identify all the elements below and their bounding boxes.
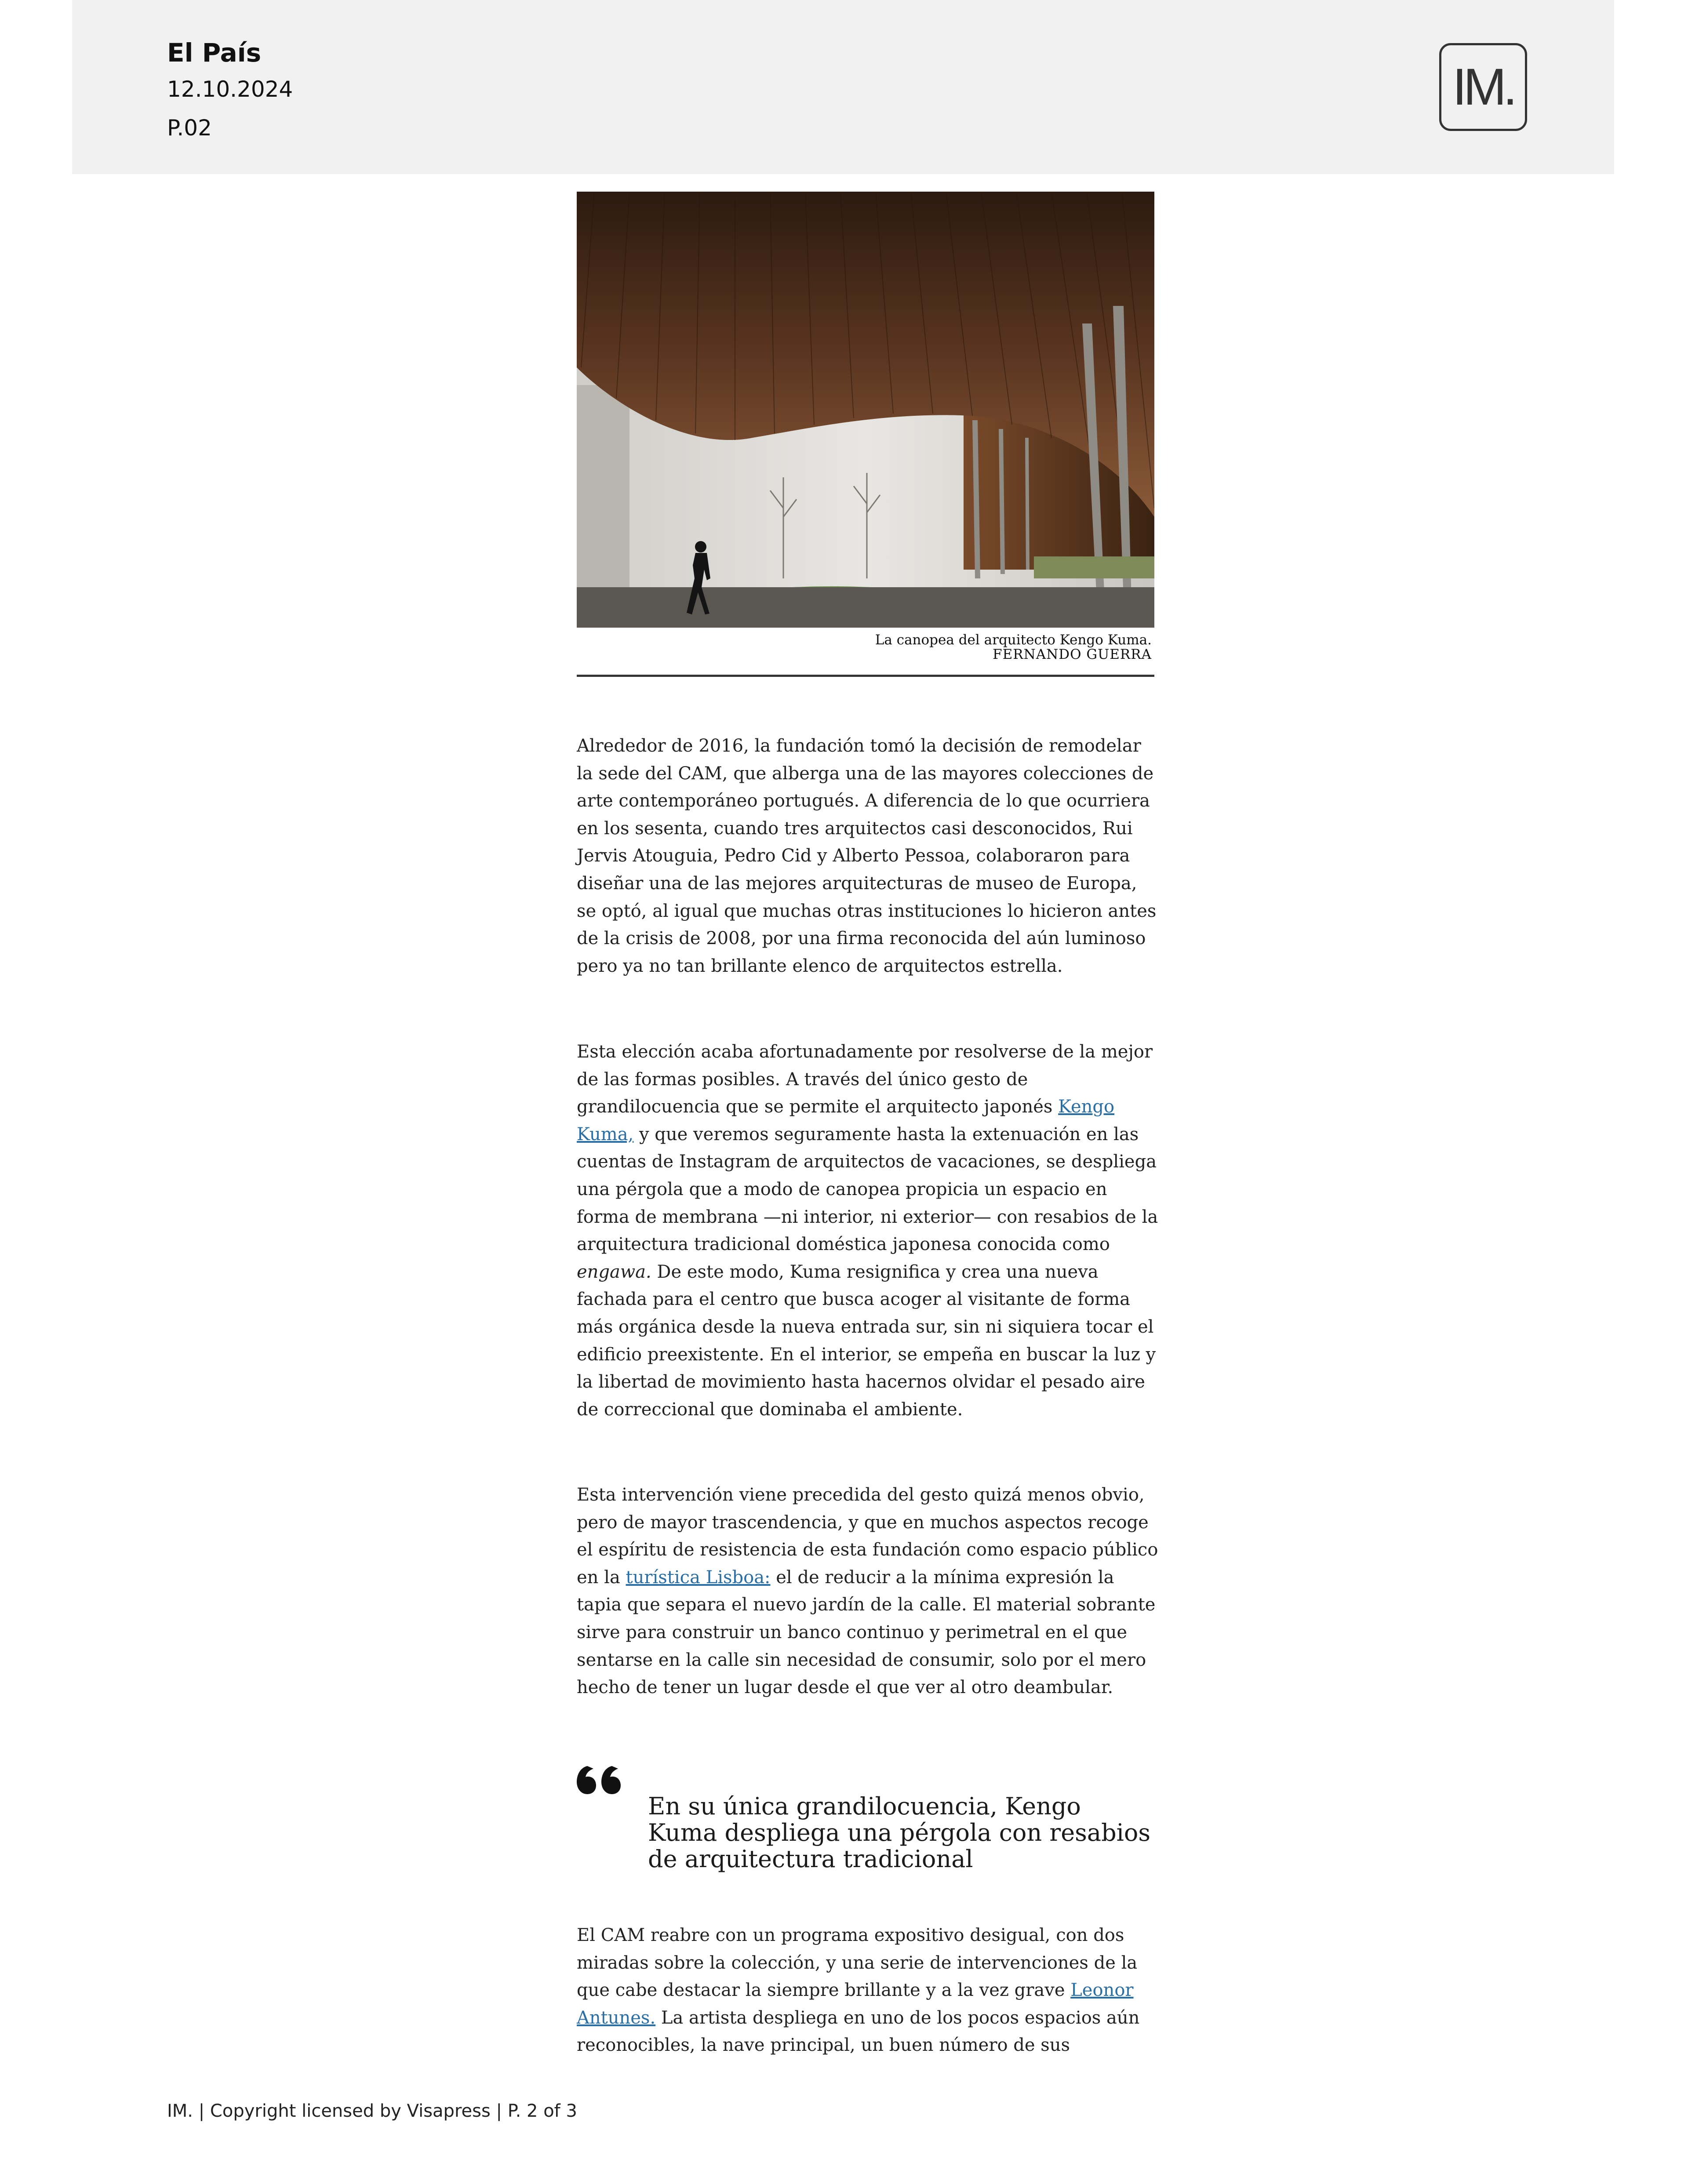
p2-text-b: y que veremos seguramente hasta la extenuación en las cuentas de Instagram de arquitectos de vacaciones, se despliega una pérgola que a modo de canopea propicia un espacio en forma de membrana —ni interior, ni exterior— con resabios de la arquitectura tradicional doméstica japonesa conocida como: [577, 1124, 1158, 1255]
header-band: [72, 0, 1614, 174]
quote-icon: [576, 1762, 624, 1798]
article-paragraph-2: [577, 1038, 1161, 1423]
publication-name: El País: [167, 38, 262, 68]
article-photo: [577, 192, 1154, 628]
pull-quote: En su única grandilocuencia, Kengo Kuma despliega una pérgola con resabios de arquitectura tradicional: [648, 1792, 1151, 1873]
caption-text: La canopea del arquitecto Kengo Kuma.: [875, 632, 1152, 648]
im-logo: [1439, 43, 1527, 131]
turistica-lisboa-link[interactable]: turística Lisboa:: [626, 1567, 771, 1588]
p3-text-b: el de reducir a la mínima expresión la tapia que separa el nuevo jardín de la calle. El material sobrante sirve para construir un banco continuo y perimetral en el que sentarse en la calle sin necesidad de consumir, solo por el mero hecho de tener un lugar desde el que ver al otro deambular.: [577, 1567, 1156, 1698]
photo-credit: FERNANDO GUERRA: [993, 647, 1152, 662]
footer-copyright: IM. | Copyright licensed by Visapress | P. 2 of 3: [167, 2101, 577, 2121]
p2-text-a: Esta elección acaba afortunadamente por resolverse de la mejor de las formas posibles. A través del único gesto de grandilocuencia que se permite el arquitecto japonés: [577, 1042, 1153, 1117]
page-number: P.02: [167, 115, 212, 141]
logo-text: IM.: [1452, 58, 1514, 116]
article-paragraph-1: Alrededor de 2016, la fundación tomó la decisión de remodelar la sede del CAM, que alberga una de las mayores colecciones de arte contemporáneo portugués. A diferencia de lo que ocurriera en los sesenta, cuando tres arquitectos casi desconocidos, Rui Jervis Atouguia, Pedro Cid y Alberto Pessoa, colaboraron para diseñar una de las mejores arquitecturas de museo de Europa, se optó, al igual que muchas otras instituciones lo hicieron antes de la crisis de 2008, por una firma reconocida del aún luminoso pero ya no tan brillante elenco de arquitectos estrella.: [577, 736, 1157, 976]
p2-text-c: De este modo, Kuma resignifica y crea una nueva fachada para el centro que busca acoger al visitante de forma más orgánica desde la nueva entrada sur, sin ni siquiera tocar el edificio preexistente. En el interior, se empeña en buscar la luz y la libertad de movimiento hasta hacernos olvidar el pesado aire de correccional que dominaba el ambiente.: [577, 1261, 1156, 1420]
article-paragraph-3: [577, 1481, 1161, 1701]
caption-divider: [577, 675, 1154, 677]
article-paragraph-4: [577, 1922, 1161, 2059]
publication-date: 12.10.2024: [167, 76, 293, 102]
p2-emphasis: engawa.: [577, 1261, 651, 1282]
p4-text-b: La artista despliega en uno de los pocos espacios aún reconocibles, la nave principal, un buen número de sus: [577, 2007, 1140, 2056]
leonor-antunes-link[interactable]: Leonor Antunes.: [577, 1980, 1134, 2028]
p3-text-a: Esta intervención viene precedida del gesto quizá menos obvio, pero de mayor trascendencia, y que en muchos aspectos recoge el espíritu de resistencia de esta fundación como espacio público en la: [577, 1485, 1158, 1588]
kengo-kuma-link[interactable]: Kengo Kuma,: [577, 1097, 1115, 1145]
figure-caption: [577, 633, 1152, 662]
p4-text-a: El CAM reabre con un programa expositivo desigual, con dos miradas sobre la colección, y una serie de intervenciones de la que cabe destacar la siempre brillante y a la vez grave: [577, 1925, 1138, 2001]
